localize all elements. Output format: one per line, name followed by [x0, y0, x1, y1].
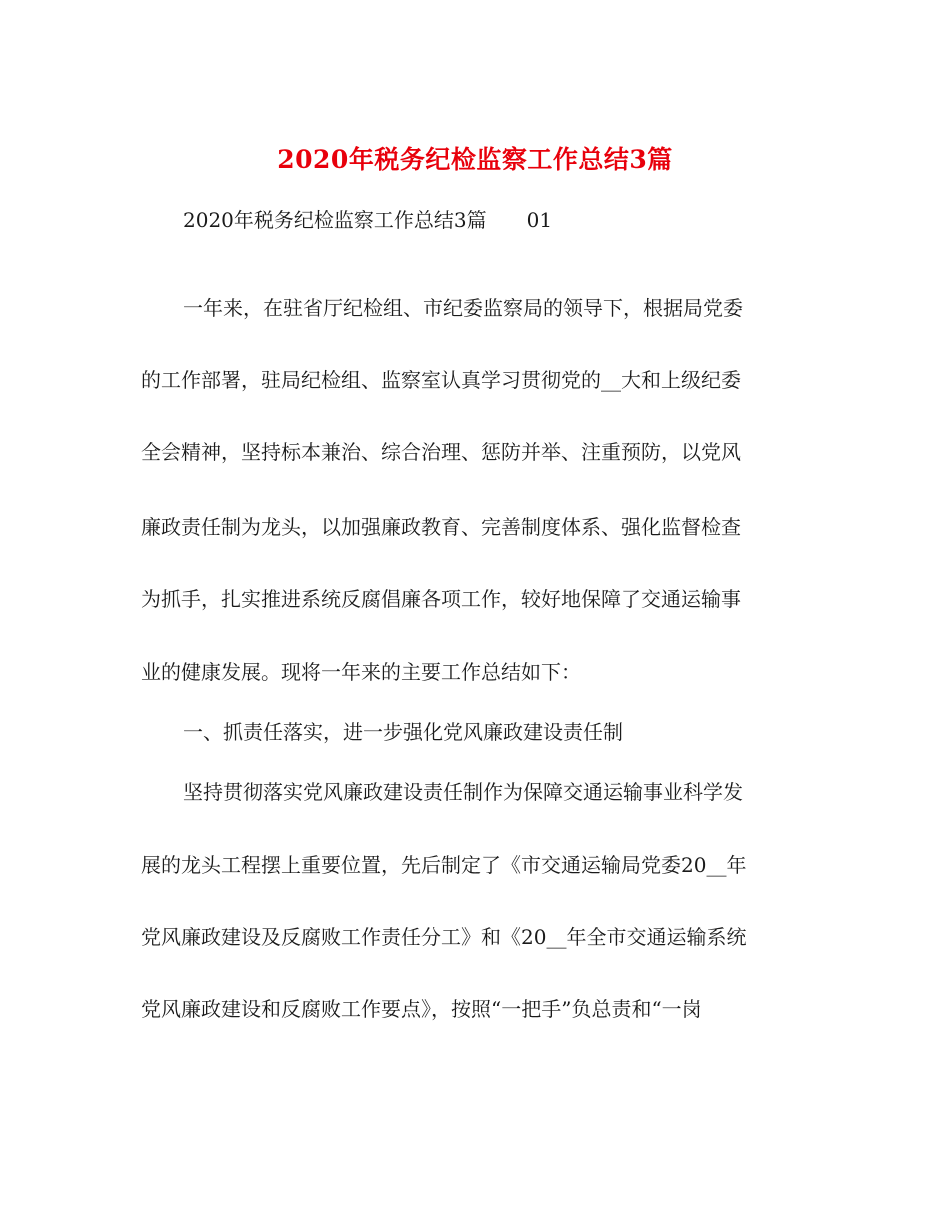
paragraph-line: 党风廉政建设和反腐败工作要点》，按照“一把手”负总责和“一岗 [141, 997, 702, 1021]
section-heading: 一、抓责任落实，进一步强化党风廉政建设责任制 [183, 720, 623, 744]
paragraph-line: 党风廉政建设及反腐败工作责任分工》和《20__年全市交通运输系统 [141, 925, 747, 949]
subtitle-line: 2020年税务纪检监察工作总结3篇 01 [183, 208, 553, 232]
paragraph-line: 全会精神，坚持标本兼治、综合治理、惩防并举、注重预防，以党风 [141, 440, 741, 464]
paragraph-line: 一年来，在驻省厅纪检组、市纪委监察局的领导下，根据局党委 [183, 296, 743, 320]
paragraph-line: 业的健康发展。现将一年来的主要工作总结如下： [141, 660, 581, 684]
document-title: 2020年税务纪检监察工作总结3篇 [277, 145, 673, 174]
paragraph-line: 坚持贯彻落实党风廉政建设责任制作为保障交通运输事业科学发 [183, 780, 743, 804]
paragraph-line: 的工作部署，驻局纪检组、监察室认真学习贯彻党的__大和上级纪委 [141, 368, 741, 392]
paragraph-line: 展的龙头工程摆上重要位置，先后制定了《市交通运输局党委20__年 [141, 853, 747, 877]
paragraph-line: 廉政责任制为龙头，以加强廉政教育、完善制度体系、强化监督检查 [141, 515, 741, 539]
paragraph-line: 为抓手，扎实推进系统反腐倡廉各项工作，较好地保障了交通运输事 [141, 587, 741, 611]
